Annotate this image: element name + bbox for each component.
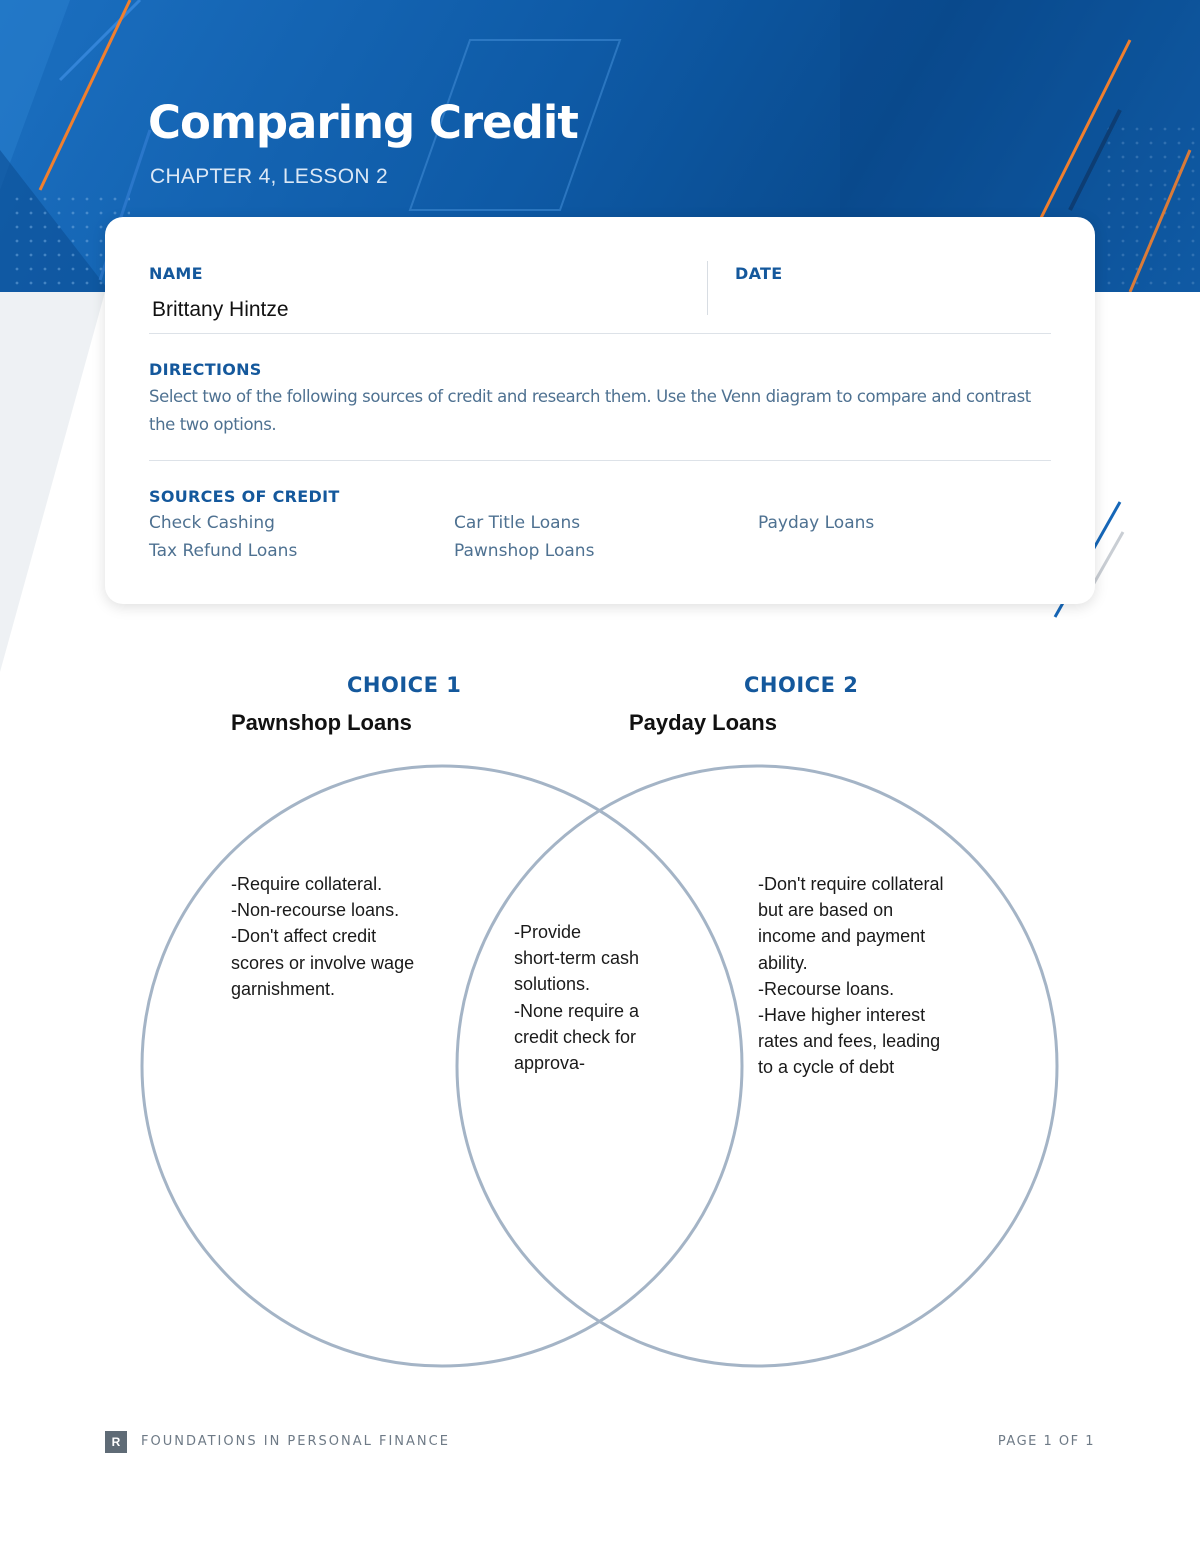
source-check-cashing: Check Cashing (149, 513, 275, 533)
choice1-value[interactable]: Pawnshop Loans (231, 710, 412, 735)
venn-right-line: -Recourse loans. (758, 978, 895, 999)
venn-right-line: rates and fees, leading (758, 1031, 941, 1052)
venn-center-line: credit check for (514, 1026, 637, 1047)
venn-left-line: garnishment. (231, 978, 336, 999)
venn-center-line: solutions. (514, 974, 591, 995)
sources-label: SOURCES OF CREDIT (149, 487, 340, 506)
venn-center-line: -Provide (514, 922, 582, 942)
source-car-title-loans: Car Title Loans (454, 513, 581, 533)
venn-center-line: short-term cash (514, 948, 640, 969)
venn-left-line: -Don't affect credit (231, 926, 377, 947)
venn-left-line: scores or involve wage (231, 952, 415, 973)
footer-course-name: FOUNDATIONS IN PERSONAL FINANCE (141, 1434, 450, 1449)
venn-right-line: -Have higher interest (758, 1005, 926, 1026)
choice2-value[interactable]: Payday Loans (629, 710, 777, 735)
name-label: NAME (149, 264, 203, 283)
brand-logo: R (105, 1431, 127, 1453)
page-subtitle: CHAPTER 4, LESSON 2 (150, 165, 388, 188)
choice1-label: CHOICE 1 (347, 673, 462, 697)
venn-center-line: approva- (514, 1053, 586, 1074)
directions-text: Select two of the following sources of credit and research them. Use the Venn diagram to compare and contrast the two options. (149, 387, 1031, 434)
source-tax-refund-loans: Tax Refund Loans (149, 541, 298, 561)
venn-left-text[interactable] (231, 871, 414, 1002)
page-title: Comparing Credit (148, 96, 578, 149)
date-label: DATE (735, 264, 783, 283)
directions-label: DIRECTIONS (149, 360, 262, 379)
name-field[interactable]: Brittany Hintze (152, 298, 289, 321)
venn-circle-left (142, 766, 742, 1366)
venn-right-line: -Don't require collateral (758, 874, 944, 894)
source-pawnshop-loans: Pawnshop Loans (454, 541, 595, 561)
source-payday-loans: Payday Loans (758, 513, 875, 533)
venn-center-text[interactable] (514, 919, 639, 1076)
venn-left-line: -Require collateral. (231, 874, 383, 894)
venn-right-line: income and payment (758, 926, 926, 947)
choice2-label: CHOICE 2 (744, 673, 859, 697)
venn-right-line: but are based on (758, 900, 894, 921)
venn-right-text[interactable] (758, 871, 944, 1081)
venn-center-line: -None require a (514, 1000, 640, 1021)
page-number: PAGE 1 OF 1 (997, 1434, 1095, 1449)
venn-left-line: -Non-recourse loans. (231, 900, 400, 921)
venn-right-line: ability. (758, 952, 808, 973)
venn-right-line: to a cycle of debt (758, 1057, 895, 1078)
